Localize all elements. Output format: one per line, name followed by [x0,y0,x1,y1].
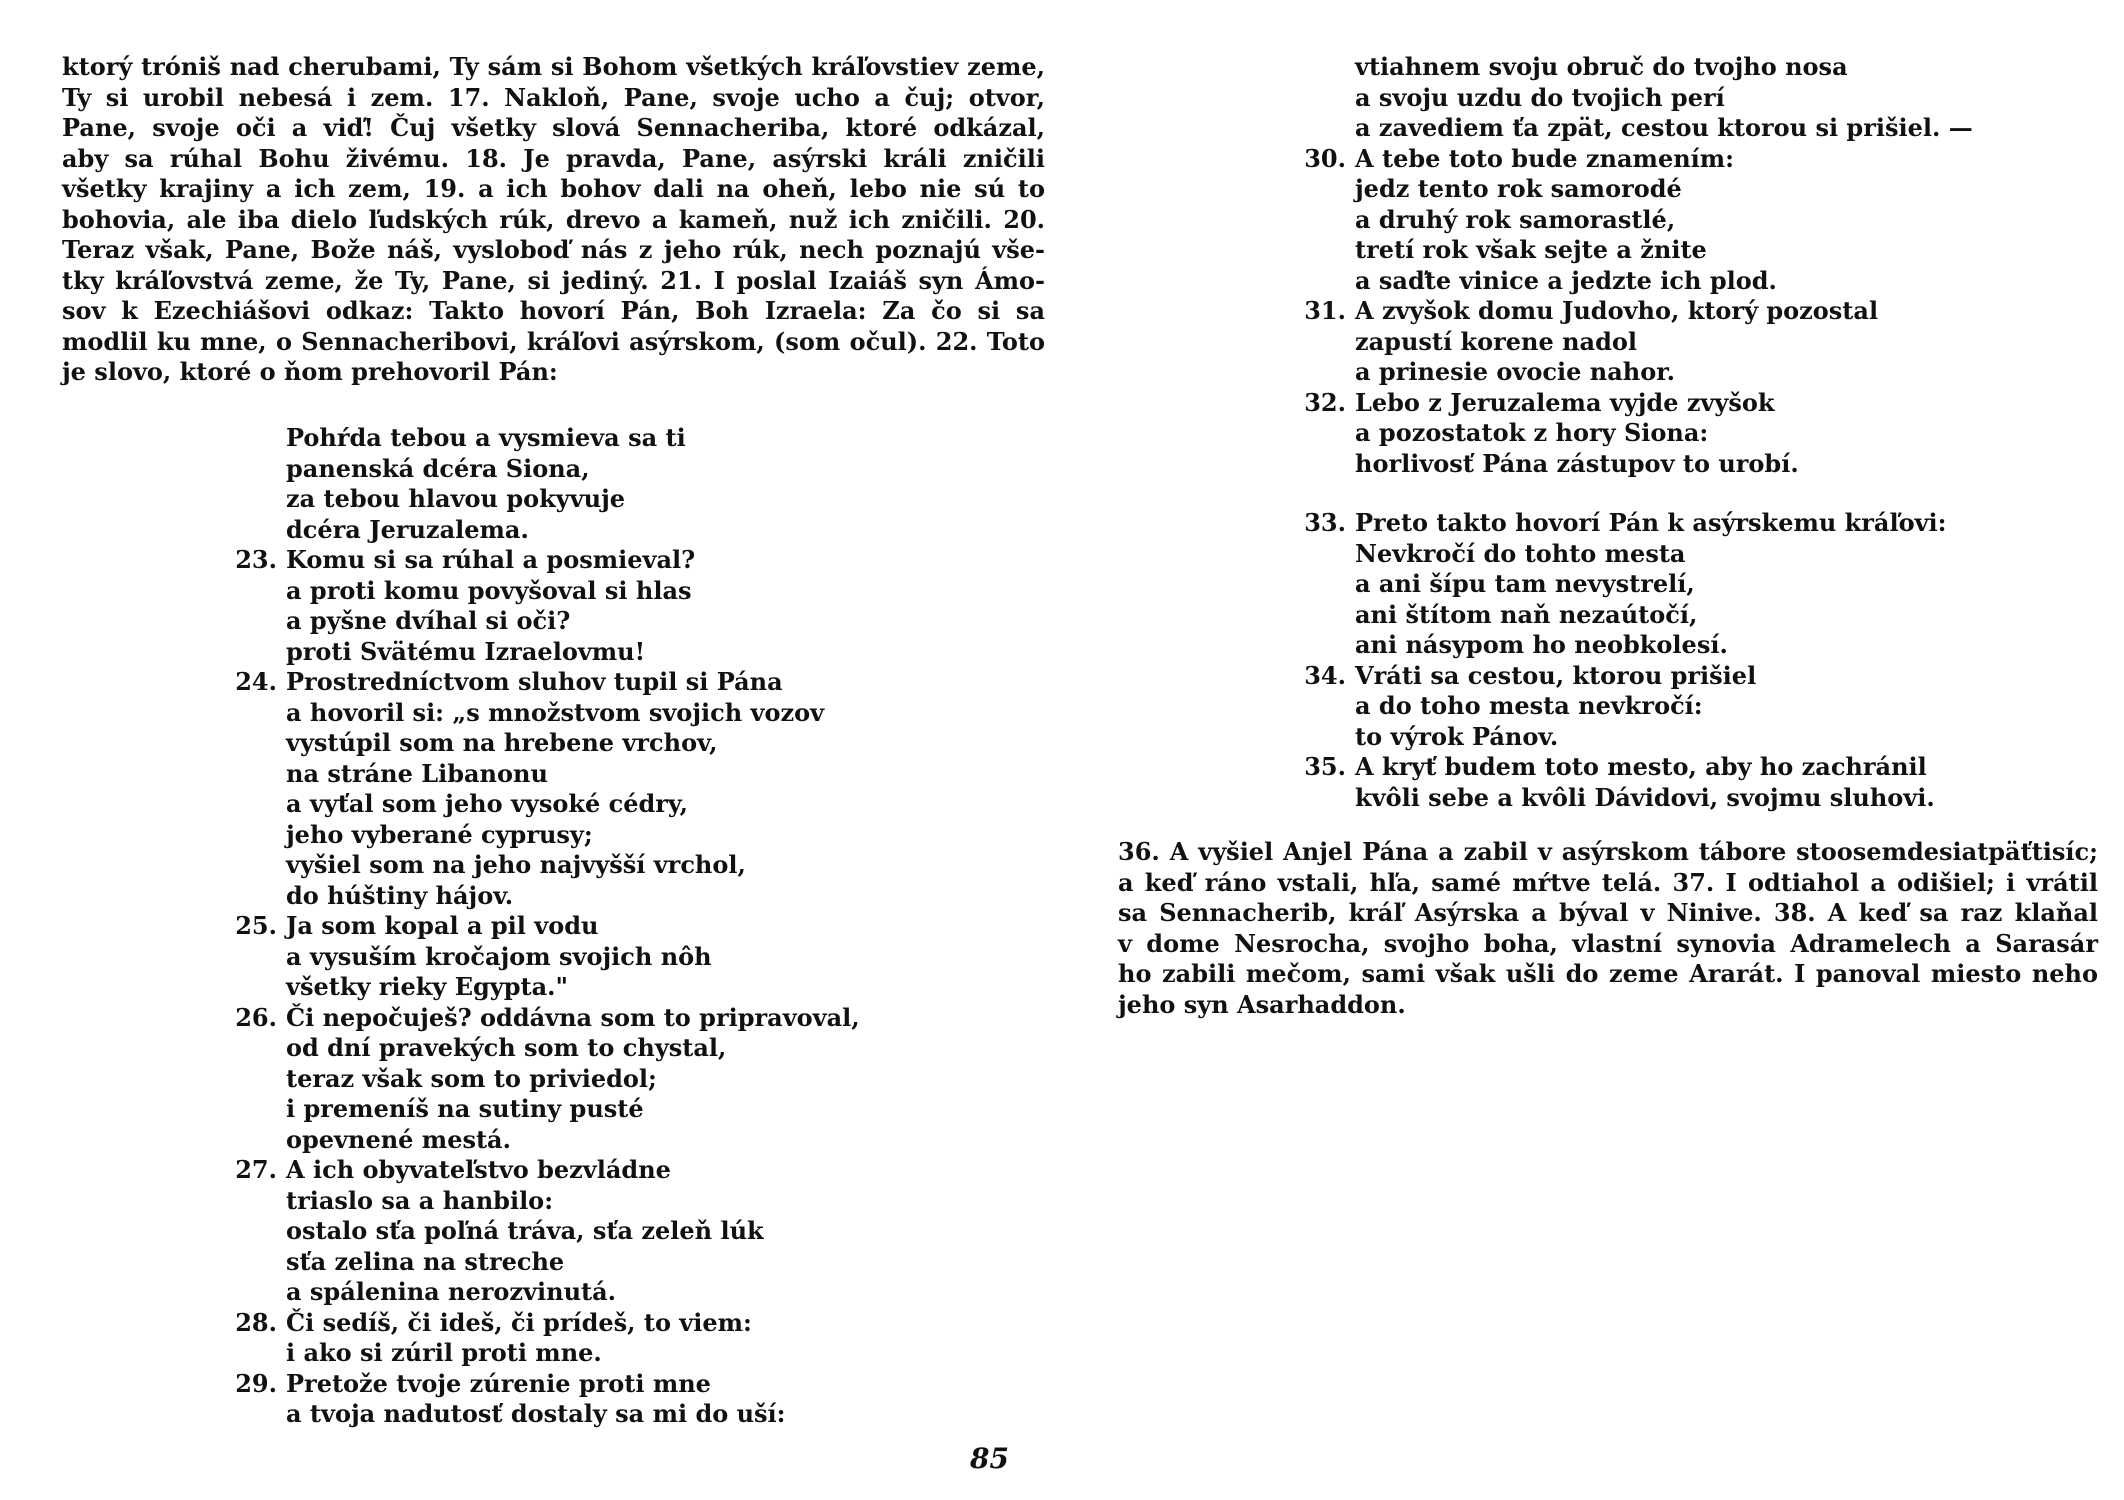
verse-line [286,637,860,668]
verse-number: 30. [1304,143,1346,173]
right-verse-block-bottom [1304,508,1947,813]
verse-line [1355,630,1947,661]
prose-line: modlil ku mne, o Sennacheribovi, kráľovi asýrskom, (som očul). 22. Toto [62,326,1045,356]
verse-text: a proti komu povyšoval si hlas [286,575,692,605]
verse [235,1368,860,1430]
right-page [1062,0,2124,1500]
verse [1304,752,1947,813]
verse-line [286,576,860,607]
verse-number: 33. [1304,508,1346,537]
verse-number: 23. [235,545,277,574]
verse-line [1355,600,1947,631]
verse-line [1304,387,1973,419]
verse-line [235,1368,860,1400]
verse-line [286,1125,860,1156]
verse-text: sťa zelina na streche [286,1246,565,1276]
verse-line [1355,569,1947,600]
prose-line: v dome Nesrocha, svojho boha, vlastní synovia Adramelech a Sarasár [1118,928,2098,958]
verse-line [235,1307,860,1339]
verse-line [235,1155,860,1186]
verse-line [286,606,860,637]
prose-line: bohovia, ale iba dielo ľudských rúk, drevo a kameň, nuž ich zničili. 20. [62,204,1045,234]
verse-number: 34. [1304,660,1346,690]
verse-line [286,1399,860,1430]
verse-text: i premeníš na sutiny pusté [286,1094,644,1123]
verse-line [1355,235,1973,266]
verse-text: jeho vyberané cyprusy; [286,819,593,849]
verse-line [286,1064,860,1095]
prose-line: tky kráľovstvá zeme, že Ty, Pane, si jediný. 21. I poslal Izaiáš syn Ámo- [62,265,1045,295]
verse [1304,660,1947,753]
verse-number: 31. [1304,296,1346,325]
verse-line [1355,418,1973,449]
verse-number: 32. [1304,387,1346,417]
verse-line [1355,52,1973,83]
verse-text: a vysuším kročajom svojich nôh [286,941,712,971]
verse-text: na stráne Libanonu [286,758,548,788]
verse-line [286,1247,860,1278]
verse-line [286,1216,860,1247]
verse-text: vtiahnem svoju obruč do tvojho nosa [1355,52,1848,81]
verse-text: a pozostatok z hory Siona: [1355,418,1709,447]
verse [235,911,860,1003]
verse-text: proti Svätému Izraelovmu! [286,636,646,666]
prose-line: sov k Ezechiášovi odkaz: Takto hovorí Pán, Boh Izraela: Za čo si sa [62,296,1045,325]
verse-text: teraz však som to priviedol; [286,1063,657,1093]
prose-line: a keď ráno vstali, hľa, samé mŕtve telá. 37. I odtiahol a odišiel; i vrátil [1118,867,2098,897]
left-prose-paragraph [62,52,1045,388]
verse-text: vyšiel som na jeho najvyšší vrchol, [286,850,746,879]
verse-line [1355,174,1973,205]
left-verse-block [235,423,860,1430]
verse-line [286,1277,860,1308]
verse [1304,143,1973,297]
verse-line [235,1002,860,1034]
verse-text: a do toho mesta nevkročí: [1355,691,1703,720]
verse-line [286,515,860,546]
verse [235,667,860,911]
verse-line [1355,357,1973,388]
verse-line [286,1033,860,1064]
verse-text: Nevkročí do tohto mesta [1355,538,1686,568]
prose-line: Ty si urobil nebesá i zem. 17. Nakloň, Pane, svoje ucho a čuj; otvor, [62,82,1045,112]
right-prose-paragraph [1118,837,2098,1020]
verse-line [286,454,860,485]
prose-line: Pane, svoje oči a viď! Čuj všetky slová Sennacheriba, ktoré odkázal, [62,113,1045,142]
verse-text: kvôli sebe a kvôli Dávidovi, svojmu sluhovi. [1355,782,1935,812]
verse-text: Komu si sa rúhal a posmieval? [286,545,696,574]
verse-text: Pohŕda tebou a vysmieva sa ti [286,423,686,452]
verse-text: a pyšne dvíhal si oči? [286,606,571,635]
verse-line [286,484,860,515]
verse-line [1304,660,1947,692]
verse-text: A kryť budem toto mesto, aby ho zachránil [1355,752,1927,781]
verse-line [1355,113,1973,144]
prose-line: sa Sennacherib, kráľ Asýrska a býval v Ninive. 38. A keď sa raz klaňal [1118,898,2098,927]
verse-line [286,881,860,912]
verse-text: od dní pravekých som to chystal, [286,1033,727,1062]
verse-line [286,759,860,790]
verse-line [1355,327,1973,358]
verse-text: a ani šípu tam nevystrelí, [1355,569,1695,598]
verse-line [286,728,860,759]
verse-text: opevnené mestá. [286,1124,511,1154]
verse-text: všetky rieky Egypta." [286,972,568,1001]
verse-line [235,667,860,698]
verse-text: i ako si zúril proti mne. [286,1338,602,1367]
verse-text: a vyťal som jeho vysoké cédry, [286,789,688,818]
verse-text: zapustí korene nadol [1355,326,1638,356]
verse-line [286,698,860,729]
verse-text: ani štítom naň nezaútočí, [1355,599,1698,629]
verse-text: Pretože tvoje zúrenie proti mne [286,1368,711,1398]
verse-line [235,911,860,942]
prose-line: ktorý tróniš nad cherubami, Ty sám si Bohom všetkých kráľovstiev zeme, [62,52,1045,81]
verse-text: a druhý rok samorastlé, [1355,204,1676,234]
verse-line [1355,691,1947,722]
verse [1304,296,1973,388]
verse-number: 35. [1304,752,1346,781]
verse-line [286,1094,860,1125]
verse-line [286,820,860,851]
verse-number: 26. [235,1002,277,1032]
verse-line [286,850,860,881]
verse-number: 29. [235,1368,277,1398]
verse-text: a svoju uzdu do tvojich perí [1355,82,1725,112]
verse-text: ostalo sťa poľná tráva, sťa zeleň lúk [286,1216,764,1245]
verse-text: do húštiny hájov. [286,880,514,910]
verse-line [286,423,860,454]
verse-line [1355,266,1973,297]
verse-line [1355,205,1973,236]
prose-line: ho zabili mečom, sami však ušli do zeme Ararát. I panoval miesto neho [1118,959,2098,988]
verse [235,1002,860,1156]
verse-text: za tebou hlavou pokyvuje [286,484,626,513]
verse-text: Ja som kopal a pil vodu [286,911,599,940]
verse-text: a tvoja nadutosť dostaly sa mi do uší: [286,1399,786,1428]
verse-line [286,1186,860,1217]
verse [235,545,860,667]
verse [1355,52,1973,144]
verse-line [286,1338,860,1369]
verse-line [1304,143,1973,175]
verse-text: panenská dcéra Siona, [286,453,590,483]
verse-line [286,789,860,820]
verse-text: horlivosť Pána zástupov to urobí. [1355,448,1799,478]
verse [235,1307,860,1369]
verse-text: triaslo sa a hanbilo: [286,1185,554,1215]
verse-line [1304,752,1947,783]
verse [1304,387,1973,480]
prose-line: aby sa rúhal Bohu živému. 18. Je pravda, Pane, asýrski králi zničili [62,143,1045,173]
prose-line: Teraz však, Pane, Bože náš, vysloboď nás z jeho rúk, nech poznajú vše- [62,235,1045,264]
verse-text: to výrok Pánov. [1355,721,1559,751]
verse-number: 27. [235,1155,277,1184]
verse-number: 25. [235,911,277,940]
prose-line: je slovo, ktoré o ňom prehovoril Pán: [62,357,558,386]
verse-line [286,942,860,973]
verse-line [1355,722,1947,753]
verse-line [235,545,860,576]
verse-text: A zvyšok domu Judovho, ktorý pozostal [1355,296,1879,325]
verse-line [1355,783,1947,814]
verse-number: 24. [235,667,277,696]
right-verse-block-top [1304,52,1973,479]
verse-text: Či nepočuješ? oddávna som to pripravoval, [286,1002,860,1032]
prose-line: 36. A vyšiel Anjel Pána a zabil v asýrskom tábore stoosemdesiatpäťtisíc; [1118,837,2098,866]
prose-line: jeho syn Asarhaddon. [1118,989,1406,1019]
verse-text: Preto takto hovorí Pán k asýrskemu kráľovi: [1355,508,1947,537]
verse-text: A ich obyvateľstvo bezvládne [286,1155,671,1184]
verse-text: a hovoril si: „s množstvom svojich vozov [286,697,825,727]
verse-text: Lebo z Jeruzalema vyjde zvyšok [1355,387,1775,417]
verse-text: ani násypom ho neobkolesí. [1355,630,1728,659]
verse-text: a spálenina nerozvinutá. [286,1277,617,1306]
verse [1304,508,1947,661]
verse-line [1304,508,1947,539]
verse-text: Vráti sa cestou, ktorou prišiel [1355,660,1757,690]
verse-line [1355,449,1973,480]
verse-line [1304,296,1973,327]
verse-text: vystúpil som na hrebene vrchov, [286,728,718,757]
verse-text: a zavediem ťa zpät, cestou ktorou si prišiel. — [1355,113,1973,142]
verse-text: tretí rok však sejte a žnite [1355,235,1707,264]
verse-text: dcéra Jeruzalema. [286,514,529,544]
prose-line: všetky krajiny a ich zem, 19. a ich bohov dali na oheň, lebo nie sú to [62,174,1045,203]
verse-line [1355,83,1973,114]
verse [235,1155,860,1308]
verse [286,423,860,545]
verse-text: a saďte vinice a jedzte ich plod. [1355,265,1777,295]
verse-text: jedz tento rok samorodé [1355,174,1682,203]
verse-text: A tebe toto bude znamením: [1355,143,1735,173]
page-number: 85 [970,1442,1009,1475]
verse-text: Prostredníctvom sluhov tupil si Pána [286,667,783,696]
verse-text: a prinesie ovocie nahor. [1355,357,1675,386]
verse-line [286,972,860,1003]
verse-line [1355,539,1947,570]
verse-text: Či sedíš, či ideš, či prídeš, to viem: [286,1307,752,1337]
verse-number: 28. [235,1307,277,1337]
